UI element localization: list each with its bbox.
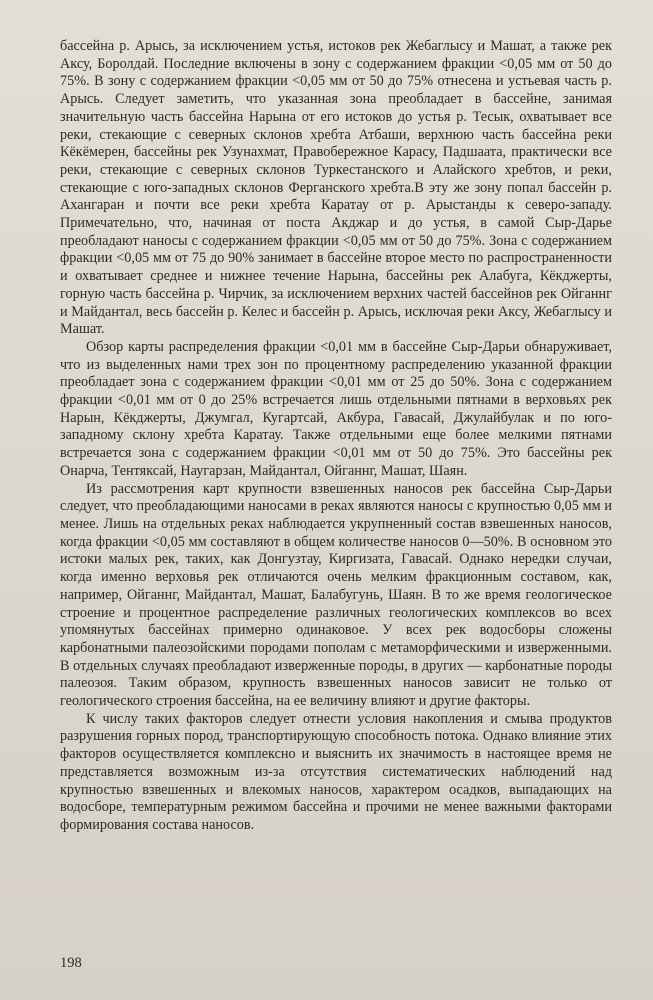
paragraph-4: К числу таких факторов следует отнести условия накопления и смыва продуктов разрушения горных пород, транспортирующую способность потока. Однако влияние этих факторов осуществляется комплексно и выяснить их значимость в настоящее время не представляется возможным из-за отсутствия систематических наблюдений над крупностью взвешенных и влекомых наносов, характером осадков, выпадающих на водосборе, температурным режимом бассейна и прочими не менее важными факторами формирования состава наносов.	[60, 710, 612, 833]
body-text	[60, 38, 612, 835]
paragraph-2: Обзор карты распределения фракции <0,01 мм в бассейне Сыр-Дарьи обнаруживает, что из выделенных нами трех зон по процентному распределению указанной фракции преобладает зона с содержанием фракции <0,01 мм от 25 до 50%. Зона с содержанием фракции <0,01 мм от 0 до 25% встречается лишь отдельными пятнами в верховьях рек Нарын, Кёкджерты, Джумгал, Кугартсай, Акбура, Гавасай, Джулайбулак и по юго-западному склону хребта Каратау. Также отдельными еще более мелкими пятнами встречается зона с содержанием фракции <0,01 мм от 50 до 75%. Это бассейны рек Онарча, Тентяксай, Наугарзан, Майдантал, Ойганнг, Машат, Шаян.	[60, 338, 612, 479]
paragraph-3: Из рассмотрения карт крупности взвешенных наносов рек бассейна Сыр-Дарьи следует, что преобладающими наносами в реках являются наносы с крупностью 0,05 мм и менее. Лишь на отдельных реках наблюдается укрупненный состав взвешенных наносов, когда фракции <0,05 мм составляют в общем количестве наносов 0—50%. В основном это истоки малых рек, таких, как Донгузтау, Киргизата, Гавасай. Однако нередки случаи, когда именно верховья рек отличаются очень мелким фракционным составом, как, например, Ойганнг, Майдантал, Машат, Балабугунь, Шаян. В то же время геологическое строение и процентное распределение различных геологических комплексов во всех упомянутых бассейнах примерно одинаковое. У всех рек водосборы сложены карбонатными палеозойскими породами пополам с метаморфическими и изверженными. В отдельных случаях преобладают изверженные породы, в других — карбонатные породы палеозоя. Таким образом, крупность взвешенных наносов зависит не только от геологического строения бассейна, на ее величину влияют и другие факторы.	[60, 480, 612, 710]
page-number: 198	[60, 955, 82, 971]
paragraph-1: бассейна р. Арысь, за исключением устья, истоков рек Жебаглысу и Машат, а также рек Аксу, Боролдай. Последние включены в зону с содержанием фракции <0,05 мм от 50 до 75%. В зону с содержанием фракции <0,05 мм от 50 до 75% отнесена и устьевая часть р. Арысь. Следует заметить, что указанная зона преобладает в бассейне, занимая значительную часть бассейна Нарына от его истоков до устья р. Тесык, охватывает все реки, стекающие с северных склонов хребта Атбаши, верхнюю часть бассейна реки Кёкёмерен, бассейны рек Узунахмат, Правобережное Карасу, Падшаата, практически все реки, стекающие с северных склонов Туркестанского и Алайского хребтов, и реки, стекающие с юго-западных склонов Ферганского хребта.В эту же зону попал бассейн р. Ахангаран и почти все реки хребта Каратау от р. Арыстанды к северо-западу. Примечательно, что, начиная от поста Акджар и до устья, в самой Сыр-Дарье преобладают наносы с содержанием фракции <0,05 мм от 50 до 75%. Зона с содержанием фракции <0,05 мм от 75 до 90% занимает в бассейне второе место по распространенности и охватывает среднее и нижнее течение Нарына, бассейны рек Алабуга, Кёкджерты, горную часть бассейна р. Чирчик, за исключением верхних частей бассейнов рек Ойганнг и Майдантал, весь бассейн р. Келес и бассейн р. Арысь, исключая реки Аксу, Жебаглысу и Машат.	[60, 38, 612, 338]
